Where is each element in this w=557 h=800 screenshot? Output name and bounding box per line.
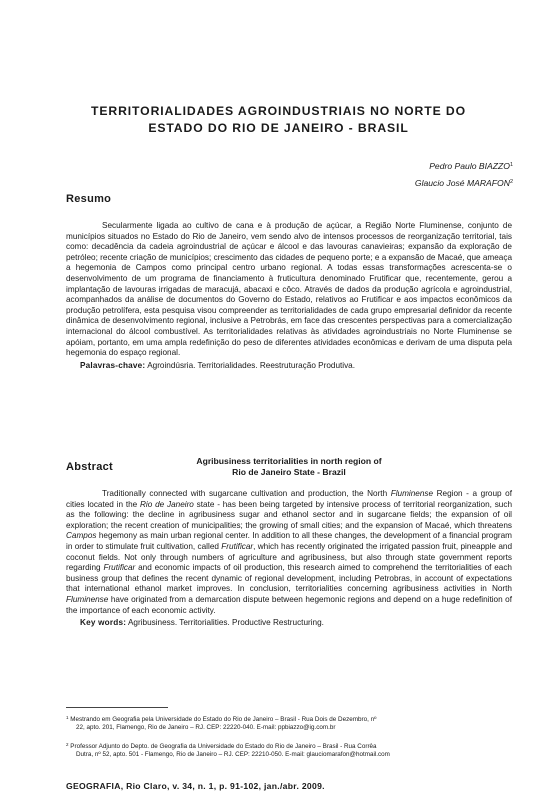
abstract-heading: Abstract — [66, 461, 114, 473]
paper-title — [60, 103, 497, 137]
footnote-1 — [66, 714, 512, 733]
abstract-keywords-label: Key words: — [80, 618, 127, 628]
resumo-keywords-label: Palavras-chave: — [80, 360, 146, 370]
footnote-2 — [66, 741, 512, 760]
footnote-2-text-1: Professor Adjunto do Depto. de Geografia da Universidade do Estado do Rio de Janeiro – Brasil - Rua Corrêa — [70, 743, 377, 750]
author-list — [415, 157, 513, 191]
abstract-text-1: Traditionally connected with sugarcane cultivation and production, the North — [102, 489, 391, 498]
abstract-title-line-2: Rio de Janeiro State - Brazil — [232, 467, 346, 477]
abstract-italic-2: Rio de Janeiro — [140, 499, 194, 509]
abstract-section — [66, 489, 512, 629]
abstract-italic-1: Fluminense — [390, 489, 434, 498]
abstract-text-2: Region - a group of cities located in the — [66, 489, 512, 509]
footnote-1-line-2: 22, apto. 201, Flamengo, Rio de Janeiro – RJ. CEP: 22220-040. E-mail: ppbiazzo@ig.com.br — [76, 724, 336, 732]
abstract-text-3: state - has been being targeted by intensive process of territorial reorganization, such as the following: the decline in agribusiness sugar and ethanol sector and in sugarcane fields; the expansion of oil exploration; the recent creation of municipalities; the growing of small cities; and the expansion of Macaé, which threatens — [66, 499, 512, 530]
footnote-1-text-1: Mestrando em Geografia pela Universidade do Estado do Rio de Janeiro – Brasil - Rua Dois de Dezembro, nº — [70, 716, 377, 723]
abstract-italic-6: Fluminense — [66, 594, 109, 604]
author-1-name: Pedro Paulo BIAZZO — [429, 161, 510, 171]
author-2 — [415, 174, 513, 191]
footnote-1-line-1 — [66, 714, 512, 724]
abstract-italic-4: Frutificar — [221, 541, 254, 551]
resumo-paragraph: Secularmente ligada ao cultivo de cana e à produção de açúcar, a Região Norte Fluminense, conjunto de municípios situados no Estado do Rio de Janeiro, vem sendo alvo de intensos processos de reorganização territorial, tais como: decadência da cadeia agroindustrial de açúcar e álcool e das lavouras canavieiras; expansão da exploração de petróleo; recente criação de municípios; crescimento das cidades de pequeno porte; e a expansão de Macaé, que ameaça a hegemonia de Campos como principal centro urbano regional. A todas essas transformações acrescenta-se o desenvolvimento de um programa de financiamento à fruticultura denominado Frutificar que, recentemente, gerou a implantação de lavouras irrigadas de maracujá, abacaxi e côco. Através de dados da produção agrícola e agroindustrial, acompanhados da análise de documentos do Governo do Estado, relativos ao Frutificar e aos impactos econômicos da produção petrolífera, esta pesquisa visou compreender as territorialidades de cada grupo empresarial definidor da recente dinâmica de desenvolvimento regional, inclusive a Petrobrás, em face das crescentes perspectivas para a comercialização internacional do álcool combustível. As territorialidades relativas às atividades agroindustriais no Norte Fluminense se apóiam, portanto, em uma ampla redefinição do peso de diferentes atividades econômicas e derivam de uma disputa pela hegemonia do espaço regional. — [66, 221, 512, 358]
abstract-keywords-text: Agribusiness. Territorialities. Productive Restructuring. — [127, 618, 324, 628]
abstract-italic-3: Campos — [66, 531, 97, 541]
abstract-title-line-1: Agribusiness territorialities in north region of — [196, 456, 382, 466]
author-2-mark: 2 — [509, 179, 513, 185]
abstract-title — [66, 456, 512, 478]
author-2-name: Glaucio José MARAFON — [414, 178, 510, 188]
footnote-divider — [66, 707, 168, 708]
abstract-italic-5: Frutificar — [103, 563, 136, 573]
journal-citation: GEOGRAFIA, Rio Claro, v. 34, n. 1, p. 91-102, jan./abr. 2009. — [66, 781, 325, 791]
footnote-2-mark: 2 — [66, 742, 69, 747]
abstract-text-4: hegemony as main urban regional center. In addition to all these changes, the development of a financial program in order to stimulate fruit cultivation, called — [66, 531, 512, 551]
footnote-1-mark: 1 — [66, 715, 69, 720]
footnote-2-line-1 — [66, 741, 512, 751]
resumo-keywords-text: Agroindúsria. Territorialidades. Reestruturação Produtiva. — [147, 360, 356, 370]
title-line-1: TERRITORIALIDADES AGROINDUSTRIAIS NO NORTE DO — [91, 104, 466, 118]
abstract-paragraph — [66, 489, 512, 616]
abstract-text-7: have originated from a demarcation dispute between hegemonic regions and depend on a huge redefinition of the importance of each economic activity. — [66, 594, 512, 615]
footnote-2-line-2: Dutra, nº 52, apto. 501 - Flamengo, Rio de Janeiro – RJ. CEP: 22210-050. E-mail: glauciomarafon@hotmail.com — [76, 751, 390, 759]
title-line-2: ESTADO DO RIO DE JANEIRO - BRASIL — [148, 121, 409, 135]
resumo-heading: Resumo — [66, 193, 112, 205]
resumo-section — [66, 221, 512, 371]
abstract-text-5: , which has recently originated the irrigated passion fruit, pineapple and coconut fields. Not only through numbers of agriculture and agribusiness, but also through state government reports regarding — [66, 541, 513, 573]
resumo-keywords — [66, 361, 512, 372]
author-1 — [415, 157, 513, 174]
abstract-text-6: and economic impacts of oil production, this research aimed to comprehend the territorialities of each business group that defines the recent dynamic of regional development, including Petrobras, in account of expectations that international ethanol market improves. In conclusion, territorialities concerning agribusiness activities in North — [66, 563, 512, 594]
abstract-keywords — [66, 618, 512, 629]
author-1-mark: 1 — [509, 162, 513, 168]
